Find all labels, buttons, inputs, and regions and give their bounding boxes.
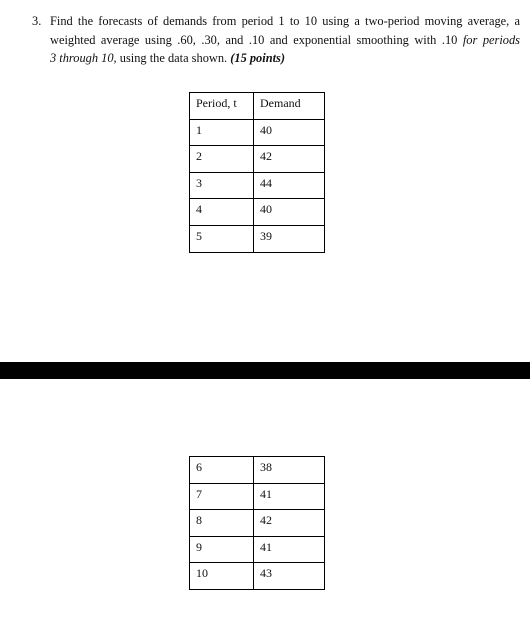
period-cell: 4 <box>190 199 254 226</box>
period-cell: 5 <box>190 225 254 252</box>
demand-cell: 38 <box>254 457 325 484</box>
table-row <box>190 199 325 226</box>
demand-cell: 39 <box>254 225 325 252</box>
table-row <box>190 563 325 590</box>
question-line-1: Find the forecasts of demands from period 1 to 10 using a two-period moving average, a <box>50 14 520 28</box>
table-row <box>190 146 325 173</box>
table-row <box>190 457 325 484</box>
question-line-3-italic: 3 through 10, <box>50 51 117 65</box>
question-line-2-italic: for periods <box>462 32 520 47</box>
demand-table-part-1 <box>189 92 325 253</box>
demand-cell: 40 <box>254 199 325 226</box>
question-line-2-plain: weighted average using .60, .30, and .10 and exponential smoothing with .10 <box>50 32 463 47</box>
period-cell: 6 <box>190 457 254 484</box>
header-demand: Demand <box>254 93 325 120</box>
table-row <box>190 119 325 146</box>
period-cell: 1 <box>190 119 254 146</box>
demand-cell: 44 <box>254 172 325 199</box>
page-break-bar <box>0 362 530 379</box>
table-row <box>190 225 325 252</box>
demand-cell: 40 <box>254 119 325 146</box>
demand-cell: 41 <box>254 483 325 510</box>
period-cell: 2 <box>190 146 254 173</box>
table-row <box>190 483 325 510</box>
question-line-3 <box>50 49 520 68</box>
question-number: 3. <box>32 14 42 28</box>
header-period: Period, t <box>190 93 254 120</box>
demand-cell: 42 <box>254 146 325 173</box>
demand-cell: 43 <box>254 563 325 590</box>
question-text <box>50 12 520 68</box>
period-cell: 3 <box>190 172 254 199</box>
table-header-row <box>190 93 325 120</box>
period-cell: 9 <box>190 536 254 563</box>
period-cell: 10 <box>190 563 254 590</box>
demand-cell: 41 <box>254 536 325 563</box>
table-row <box>190 172 325 199</box>
demand-table-part-2 <box>189 456 325 590</box>
period-cell: 7 <box>190 483 254 510</box>
question-line-2 <box>50 31 520 50</box>
table-row <box>190 510 325 537</box>
table-row <box>190 536 325 563</box>
question-points: (15 points) <box>230 51 285 65</box>
question-line-3-plain: using the data shown. <box>116 51 231 65</box>
demand-cell: 42 <box>254 510 325 537</box>
period-cell: 8 <box>190 510 254 537</box>
